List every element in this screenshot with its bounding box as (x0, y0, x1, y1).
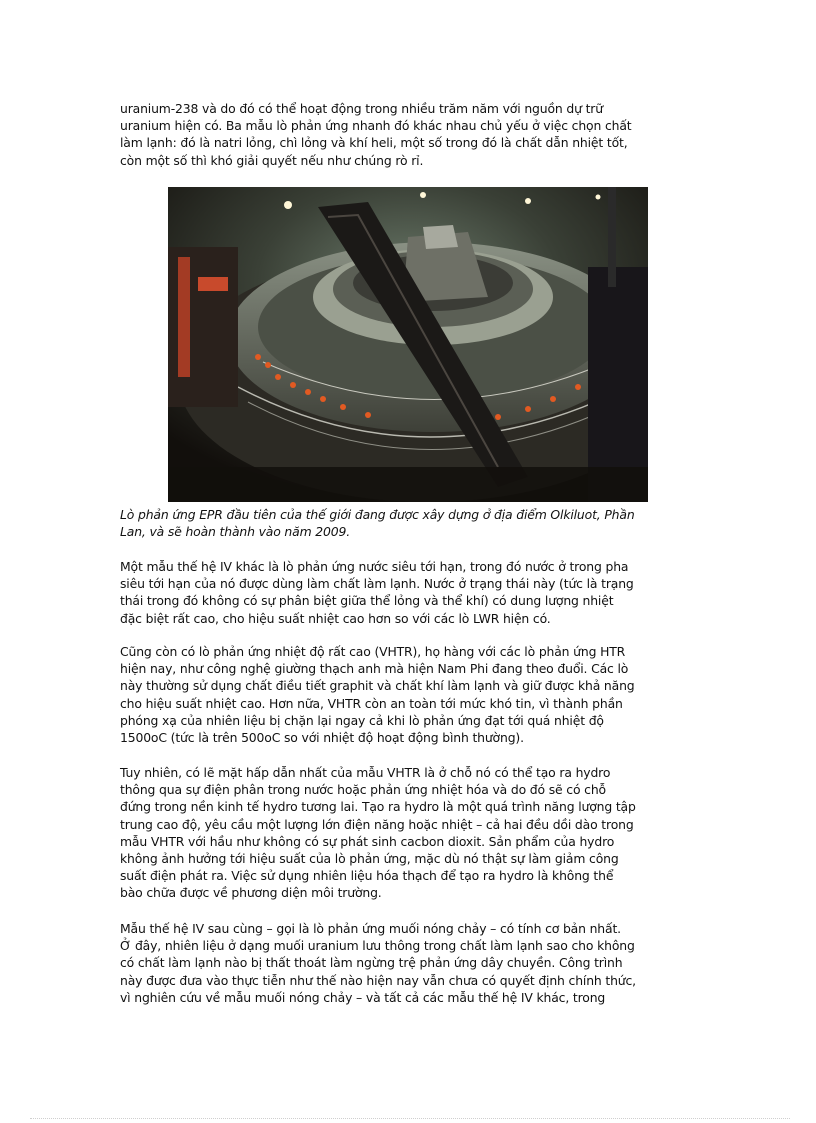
text-line: Cũng còn có lò phản ứng nhiệt độ rất cao (VHTR), họ hàng với các lò phản ứng HTR (120, 644, 626, 659)
text-line: này được đưa vào thực tiễn như thế nào hiện nay vẫn chưa có quyết định chính thức, (120, 972, 636, 988)
page-footer-divider (30, 1118, 790, 1119)
text-line: còn một số thì khó giải quyết nếu như chúng rò rỉ. (120, 152, 424, 168)
paragraph-molten-salt (120, 920, 700, 1006)
text-line: suất điện phát ra. Việc sử dụng nhiên liệu hóa thạch để tạo ra hydro là không thể (120, 868, 614, 884)
text-line: uranium hiện có. Ba mẫu lò phản ứng nhanh đó khác nhau chủ yếu ở việc chọn chất (120, 118, 632, 134)
paragraph-vhtr (120, 643, 700, 746)
text-line: siêu tới hạn của nó được dùng làm chất làm lạnh. Nước ở trạng thái này (tức là trạng (120, 576, 634, 592)
text-line: Ở đây, nhiên liệu ở dạng muối uranium lưu thông trong chất làm lạnh sao cho không (120, 938, 635, 954)
text-line: bào chữa được về phương diện môi trường. (120, 885, 382, 901)
text-line: phóng xạ của nhiên liệu bị chặn lại ngay cả khi lò phản ứng đạt tới quá nhiệt độ (120, 712, 604, 728)
text-line: Tuy nhiên, có lẽ mặt hấp dẫn nhất của mẫu VHTR là ở chỗ nó có thể tạo ra hydro (120, 765, 611, 780)
text-line: đứng trong nền kinh tế hydro tương lai. Tạo ra hydro là một quá trình năng lượng tập (120, 799, 636, 815)
photo-caption (120, 506, 700, 540)
reactor-construction-photo (168, 187, 648, 502)
text-line: Mẫu thế hệ IV sau cùng – gọi là lò phản ứng muối nóng chảy – có tính cơ bản nhất. (120, 921, 621, 936)
text-line: thái trong đó không có sự phân biệt giữa thể lỏng và thể khí) có dung lượng nhiệt (120, 593, 614, 609)
text-line: không ảnh hưởng tới hiệu suất của lò phản ứng, mặc dù nó thật sự làm giảm công (120, 851, 619, 867)
text-line: trung cao độ, yêu cầu một lượng lớn điện năng hoặc nhiệt – cả hai đều dồi dào trong (120, 816, 634, 832)
text-line: làm lạnh: đó là natri lỏng, chì lỏng và khí heli, một số trong đó là chất dẫn nhiệt tốt, (120, 135, 628, 151)
paragraph-supercritical-water (120, 558, 700, 627)
reactor-photo-illustration (168, 187, 648, 502)
text-line: hiện nay, như công nghệ giường thạch anh mà hiện Nam Phi đang theo đuổi. Các lò (120, 661, 629, 677)
paragraph-hydrogen (120, 764, 700, 902)
text-line: Một mẫu thế hệ IV khác là lò phản ứng nước siêu tới hạn, trong đó nước ở trong pha (120, 559, 629, 574)
text-line: cho hiệu suất nhiệt cao. Hơn nữa, VHTR còn an toàn tới mức khó tin, vì thành phần (120, 695, 623, 711)
text-line: uranium-238 và do đó có thể hoạt động trong nhiều trăm năm với nguồn dự trữ (120, 101, 603, 116)
text-line: Lan, và sẽ hoàn thành vào năm 2009. (120, 524, 350, 540)
text-line: Lò phản ứng EPR đầu tiên của thế giới đang được xây dựng ở địa điểm Olkiluot, Phần (120, 507, 635, 522)
paragraph-fast-reactors (120, 100, 700, 169)
text-line: 1500oC (tức là trên 500oC so với nhiệt độ hoạt động bình thường). (120, 730, 524, 746)
text-line: này thường sử dụng chất điều tiết graphit và chất khí làm lạnh và giữ được khả năng (120, 678, 635, 694)
text-line: đặc biệt rất cao, cho hiệu suất nhiệt cao hơn so với các lò LWR hiện có. (120, 610, 551, 626)
text-line: vì nghiên cứu về mẫu muối nóng chảy – và tất cả các mẫu thế hệ IV khác, trong (120, 989, 606, 1005)
text-line: mẫu VHTR với hầu như không có sự phát sinh cacbon dioxit. Sản phẩm của hydro (120, 833, 615, 849)
text-line: thông qua sự điện phân trong nước hoặc phản ứng nhiệt hóa và do đó sẽ có chỗ (120, 782, 606, 798)
text-line: có chất làm lạnh nào bị thất thoát làm ngừng trệ phản ứng dây chuyền. Công trình (120, 955, 623, 971)
